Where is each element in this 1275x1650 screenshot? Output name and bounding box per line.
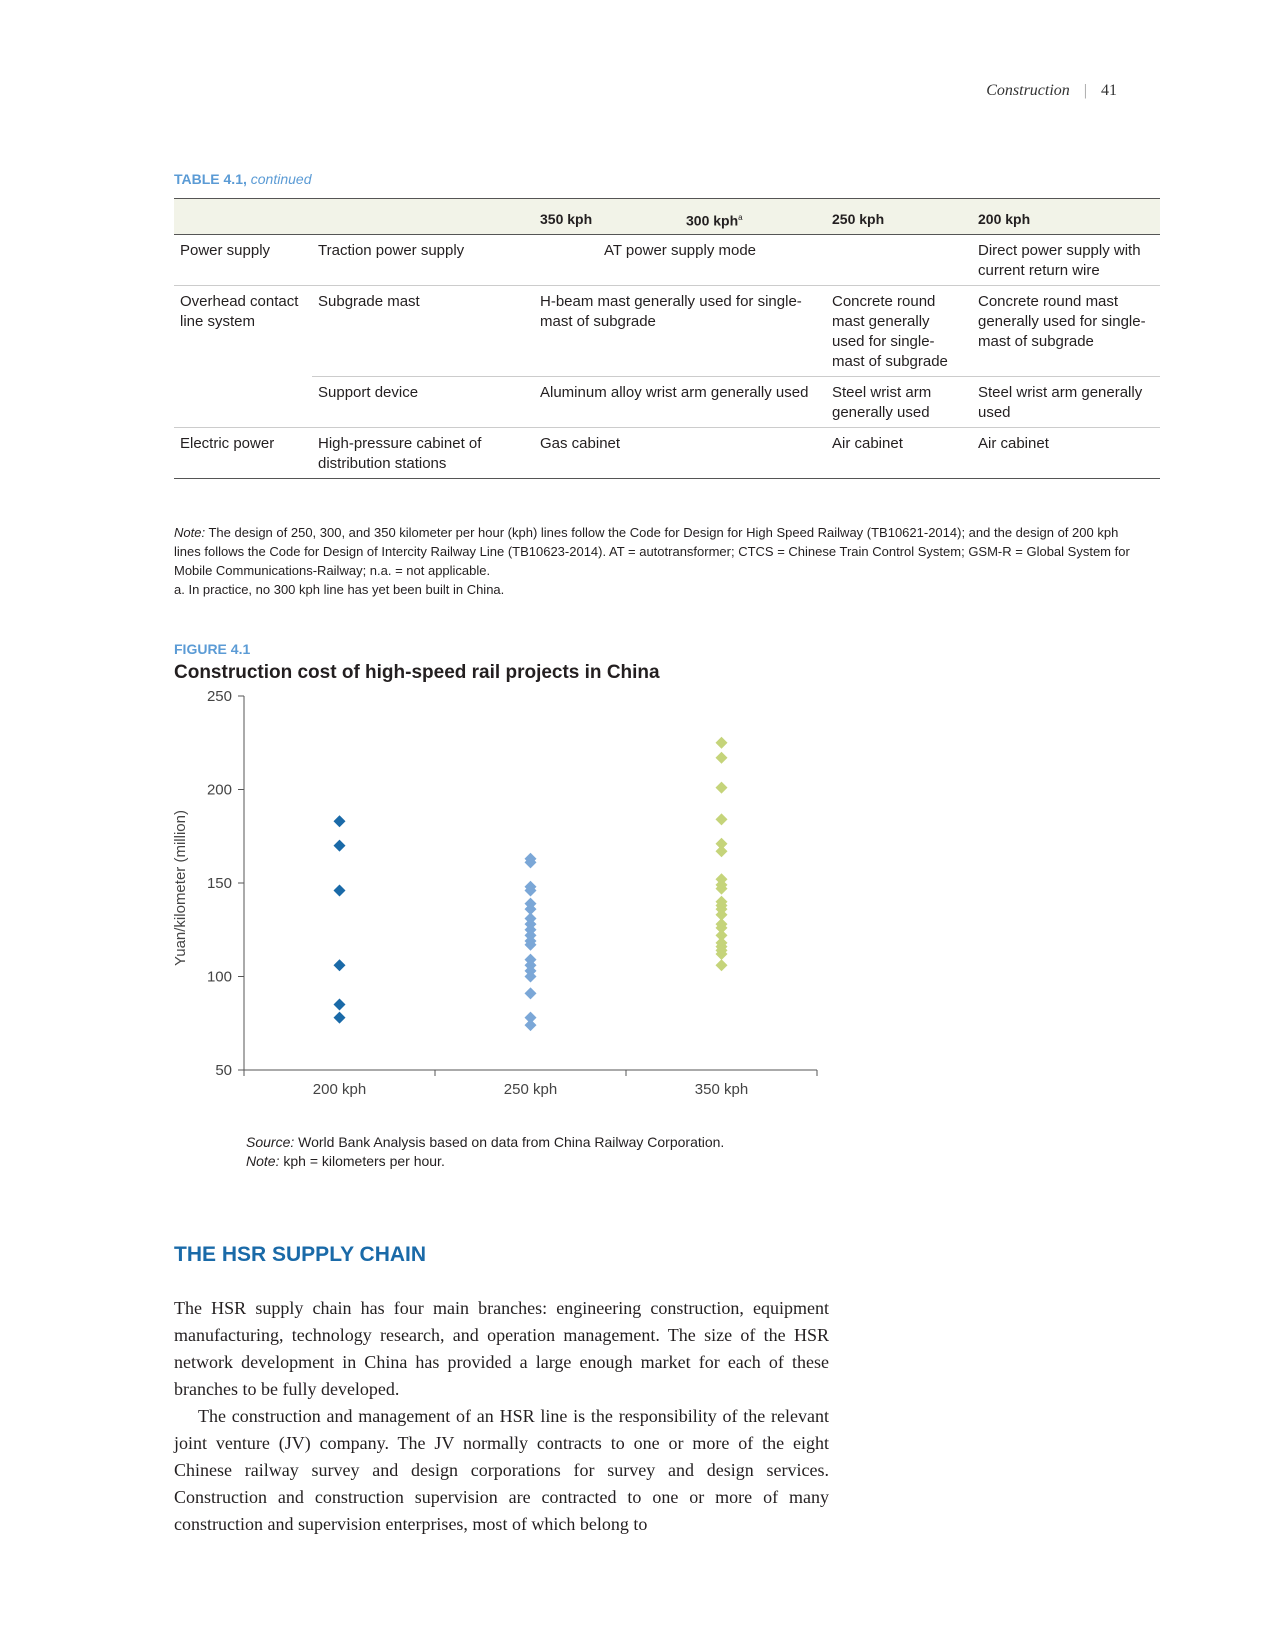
figure-note-label: Note: [246,1153,280,1169]
table-header-row [174,199,1160,235]
figure-note-text: kph = kilometers per hour. [283,1153,445,1169]
table-cell-category: Power supply [174,234,312,285]
table-cell-item: High-pressure cabinet of distribution stations [312,427,534,478]
table-label-number: TABLE 4.1, [174,171,247,187]
figure-label: FIGURE 4.1 [174,641,251,657]
table-row [174,234,1160,285]
table-header-300 [680,199,826,235]
table-cell-item: Subgrade mast [312,285,534,376]
table-footnote: a. In practice, no 300 kph line has yet been built in China. [174,582,505,597]
table-header-200: 200 kph [978,211,1031,228]
figure-source-text: World Bank Analysis based on data from China Railway Corporation. [298,1134,725,1150]
x-tick-label: 250 kph [503,1081,558,1098]
table-cell-item: Support device [312,376,534,427]
table-cell-200: Concrete round mast generally used for single-mast of subgrade [972,285,1160,376]
table-cell-item: Traction power supply [312,234,534,285]
table-note-text: The design of 250, 300, and 350 kilometer per hour (kph) lines follow the Code for Design for High Speed Railway (TB10621-2014); and the design of 200 kph lines follows the Code for Design of Intercity Railway Line (TB10623-2014). AT = autotransformer; CTCS = Chinese Train Control System; GSM-R = Global System for Mobile Communications-Railway; n.a. = not applicable. [174,525,1130,578]
running-header-separator: | [1083,82,1087,99]
table-cell-350-300: Gas cabinet [534,427,826,478]
body-paragraph: The construction and management of an HSR line is the responsibility of the relevant joint venture (JV) company. The JV normally contracts to one or more of the eight Chinese railway survey and design corporations for survey and design services. Construction and construction supervision are contracted to one or more of many construction and supervision enterprises, most of which belong to [174,1406,829,1534]
table-note [174,523,1134,599]
table-cell-350-300: AT power supply mode [534,234,826,285]
table-cell-200: Air cabinet [972,427,1160,478]
data-point [716,959,728,971]
table-label-suffix: continued [250,171,312,187]
table-cell-350-300: Aluminum alloy wrist arm generally used [534,376,826,427]
table-row [174,376,1160,427]
table-cell-category [174,376,312,427]
data-point [716,782,728,794]
table-header-350: 350 kph [540,211,593,228]
data-point [334,815,346,827]
section-heading: THE HSR SUPPLY CHAIN [174,1243,427,1266]
table-header-cell [174,199,312,235]
data-point [334,959,346,971]
data-point [525,1019,537,1031]
table-note-label: Note: [174,525,206,540]
y-tick-label: 100 [206,968,232,986]
figure-source-label: Source: [246,1134,295,1150]
data-point [716,737,728,749]
x-tick-label: 200 kph [312,1081,367,1098]
y-tick-label: 200 [206,781,232,799]
table-cell-200: Direct power supply with current return wire [972,234,1160,285]
table-cell-250: Steel wrist arm generally used [826,376,972,427]
figure-source [246,1133,724,1171]
footnote-marker: a [738,213,743,222]
x-tick-label: 350 kph [694,1081,749,1098]
data-point [716,813,728,825]
table-row [174,285,1160,376]
table-cell-category: Electric power [174,427,312,478]
data-point [334,1012,346,1024]
running-header-section: Construction [986,82,1070,99]
figure-title: Construction cost of high-speed rail projects in China [174,662,660,683]
table-cell-200: Steel wrist arm generally used [972,376,1160,427]
table-cell-250: Concrete round mast generally used for single-mast of subgrade [826,285,972,376]
table-cell-250: Air cabinet [826,427,972,478]
data-point [334,884,346,896]
table-header-250: 250 kph [832,211,885,228]
y-tick-label: 50 [215,1062,232,1079]
data-point [334,840,346,852]
table-cell-250 [826,234,972,285]
data-point [525,987,537,999]
table-header-300-label: 300 kph [686,212,739,229]
y-tick-label: 150 [206,875,232,892]
scatter-chart [174,690,854,1120]
table-row [174,427,1160,478]
body-paragraph: The HSR supply chain has four main branches: engineering construction, equipment manufacturing, technology research, and operation management. The size of the HSR network development in China has provided a large enough market for each of these branches to be fully developed. [174,1298,829,1399]
table-cell-350-300: H-beam mast generally used for single-mast of subgrade [534,285,826,376]
y-axis-label: Yuan/kilometer (million) [172,810,189,966]
data-point [334,999,346,1011]
page-number: 41 [1101,82,1117,99]
table-cell-category: Overhead contact line system [180,292,299,330]
data-point [716,752,728,764]
running-header [986,82,1117,100]
data-point [716,845,728,857]
table-header-cell [312,199,534,235]
spec-table [174,198,1160,479]
table-label [174,171,311,187]
y-tick-label: 250 [206,688,232,705]
